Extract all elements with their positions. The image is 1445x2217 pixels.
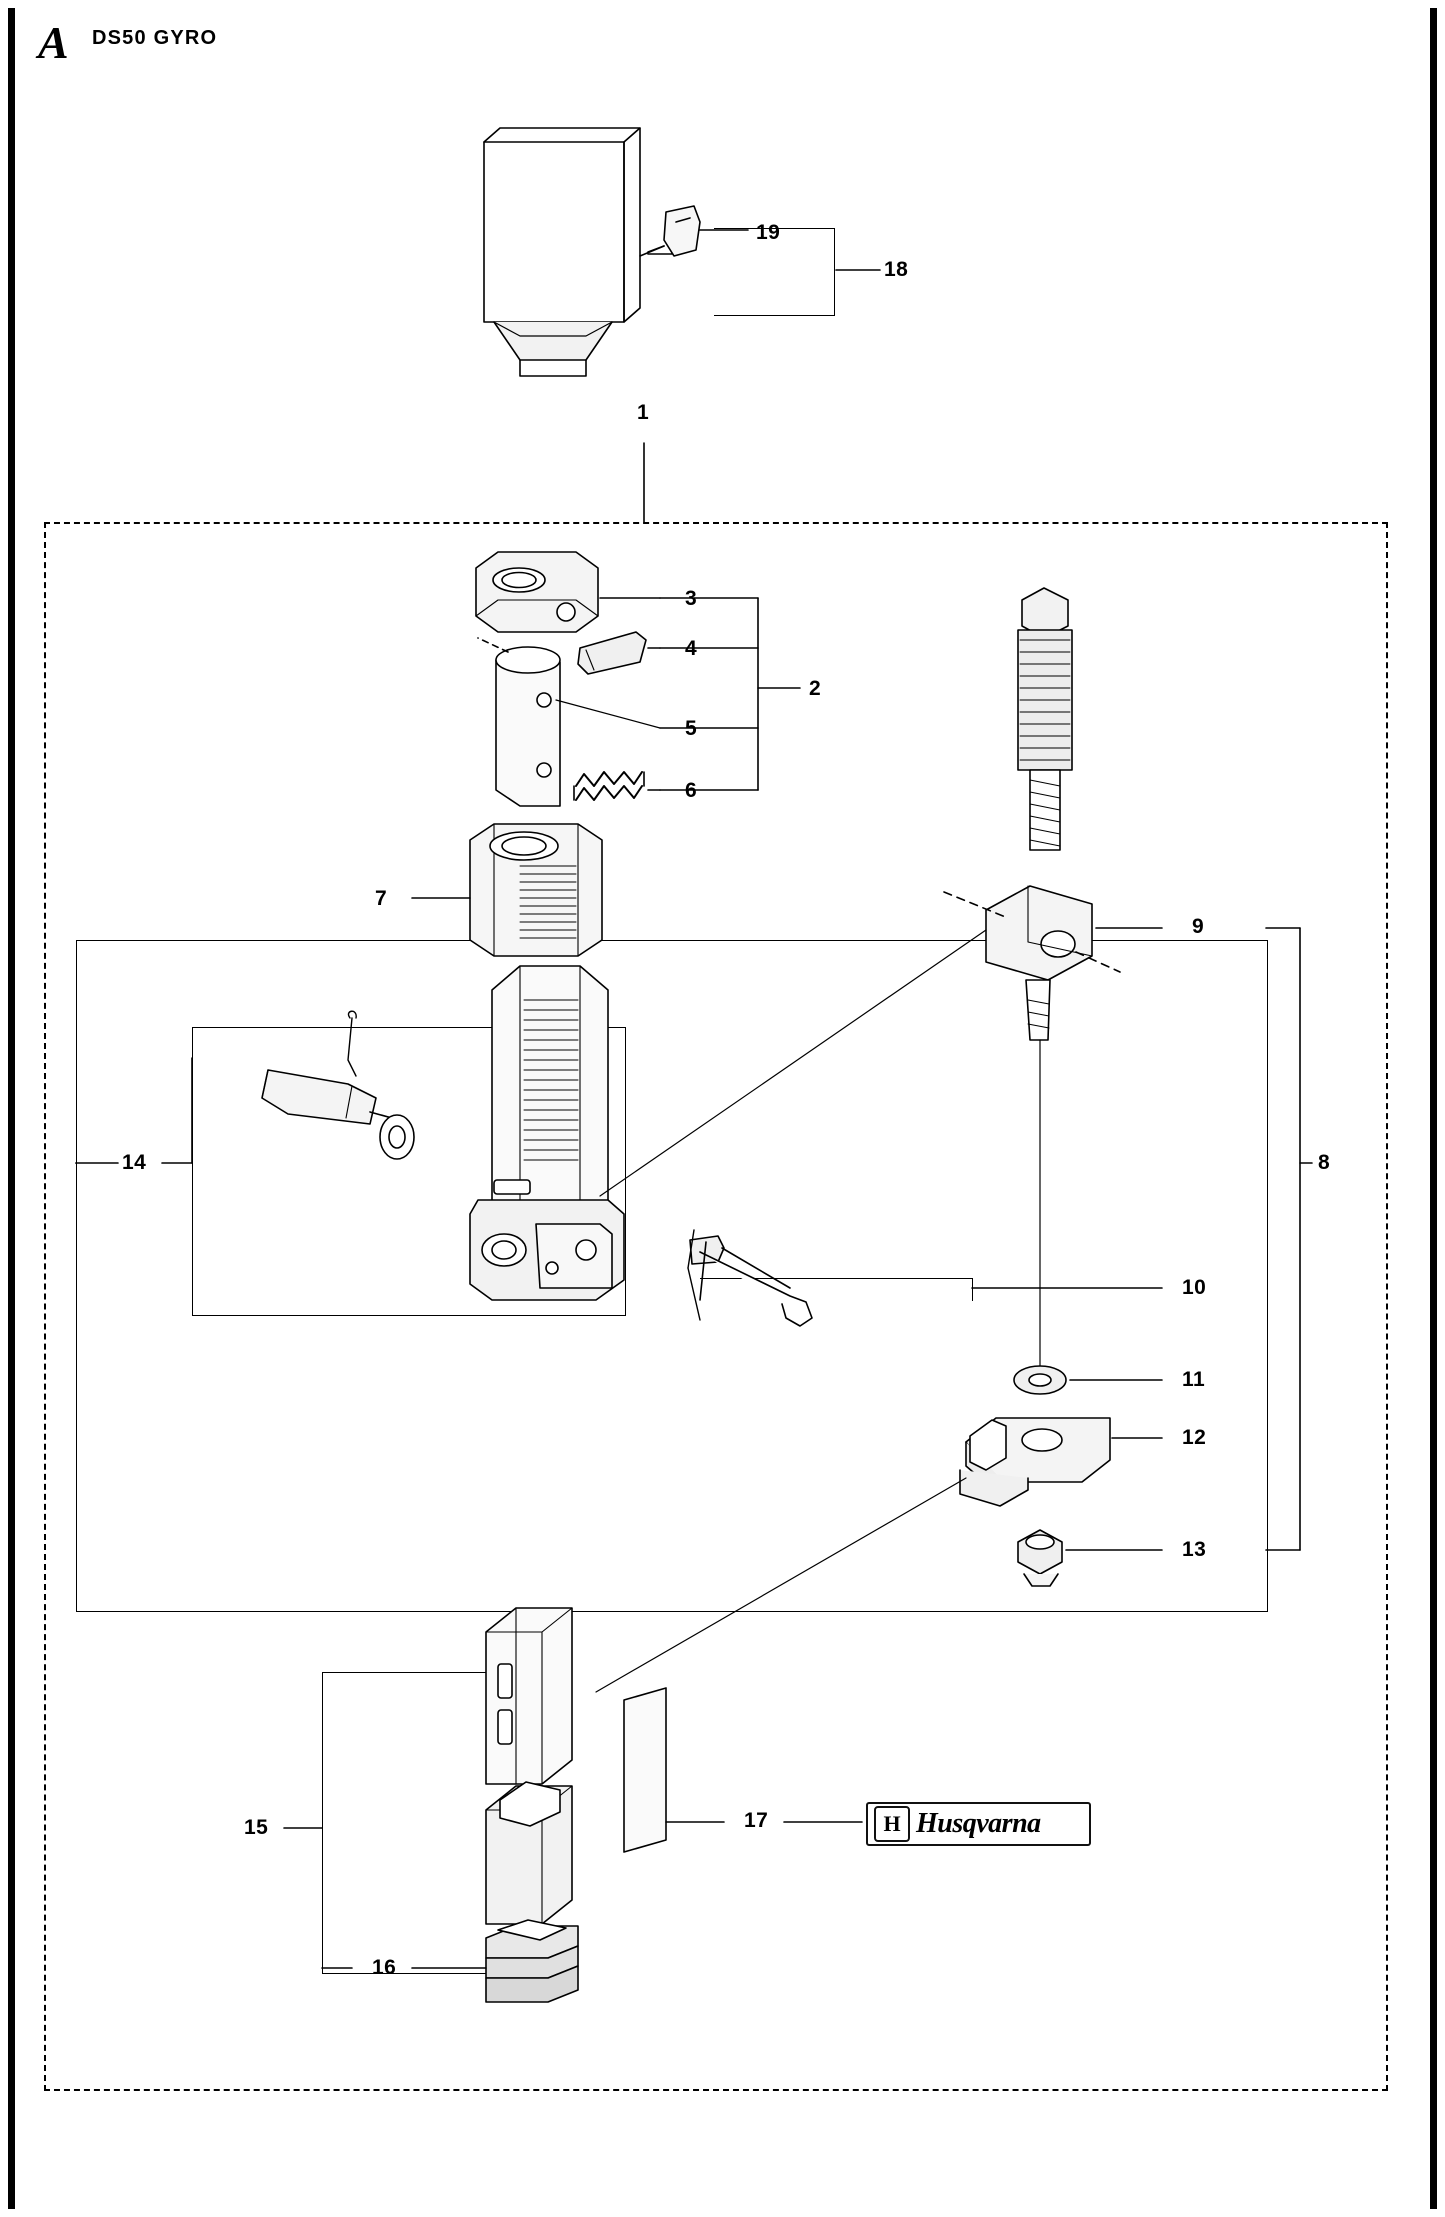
part-19-thumbscrew — [640, 206, 700, 256]
callout-6: 6 — [685, 779, 698, 802]
group-box-14 — [192, 1027, 626, 1316]
callout-3: 3 — [685, 587, 698, 610]
section-letter: A — [38, 17, 68, 68]
callout-14: 14 — [122, 1151, 147, 1174]
callout-4: 4 — [685, 637, 698, 660]
callout-8: 8 — [1318, 1151, 1331, 1174]
callout-13: 13 — [1182, 1538, 1207, 1561]
callout-10: 10 — [1182, 1276, 1207, 1299]
callout-1: 1 — [637, 401, 650, 424]
page-title: DS50 GYRO — [92, 27, 218, 49]
callout-7: 7 — [375, 887, 388, 910]
husqvarna-logo — [866, 1802, 1091, 1846]
callout-15: 15 — [244, 1816, 269, 1839]
callout-16: 16 — [372, 1956, 397, 1979]
group-box-10 — [700, 1278, 973, 1301]
callout-17: 17 — [744, 1809, 769, 1832]
callout-12: 12 — [1182, 1426, 1207, 1449]
callout-19: 19 — [756, 221, 781, 244]
group-box-15 — [322, 1672, 523, 1974]
page-border-left — [8, 8, 15, 2209]
callout-9: 9 — [1192, 915, 1205, 938]
husqvarna-crown-icon: H — [874, 1806, 910, 1842]
callout-2: 2 — [809, 677, 822, 700]
page-border-right — [1430, 8, 1437, 2209]
husqvarna-wordmark: Husqvarna — [916, 1808, 1041, 1839]
part-top-housing — [484, 128, 640, 376]
callout-11: 11 — [1182, 1368, 1206, 1391]
callout-18: 18 — [884, 258, 909, 281]
callout-5: 5 — [685, 717, 698, 740]
